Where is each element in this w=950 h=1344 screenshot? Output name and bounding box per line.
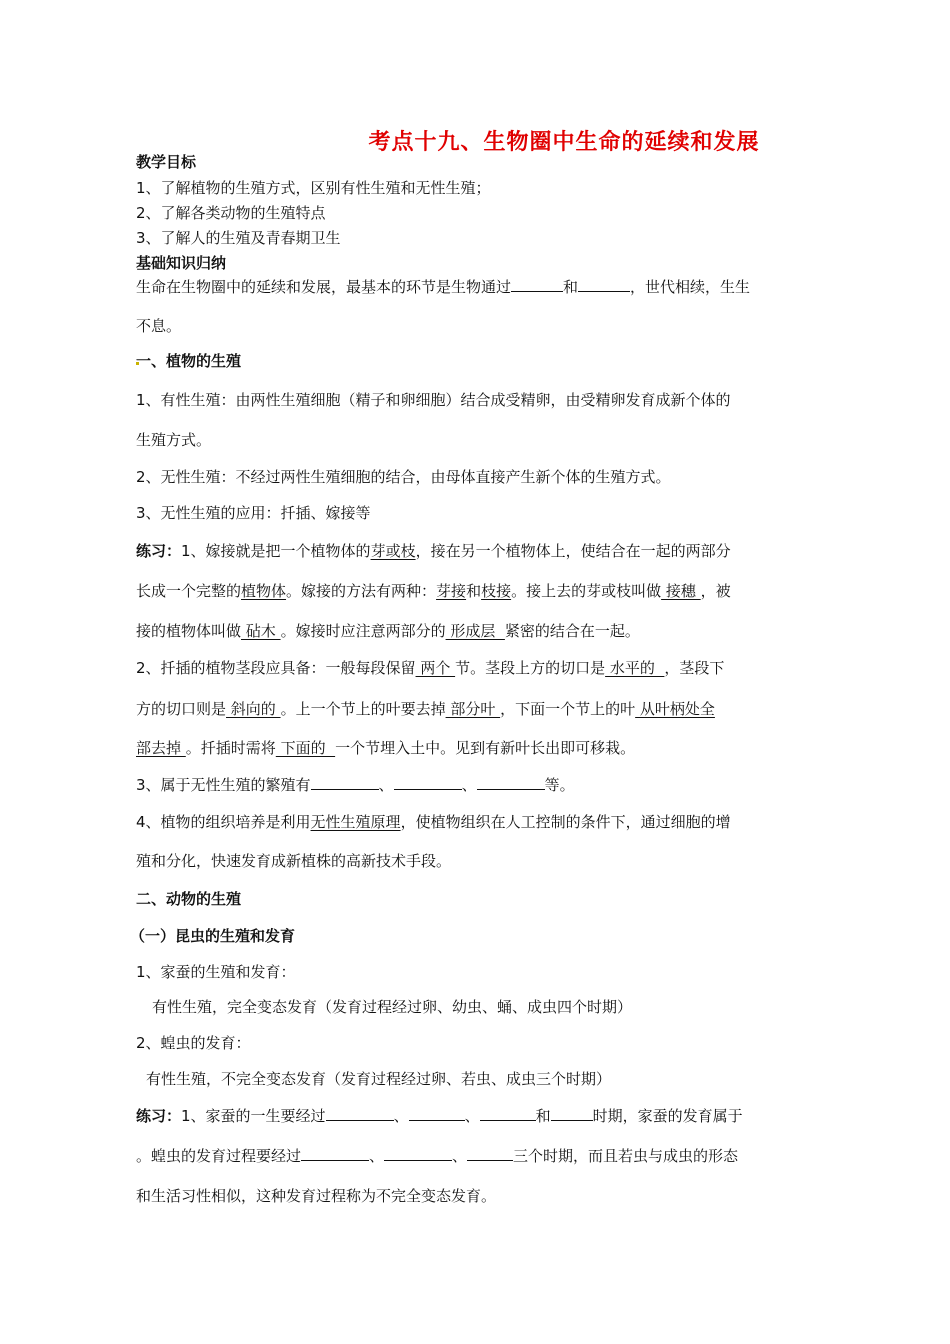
text: 接的植物体叫做 [136,622,242,640]
text: 方的切口则是 [136,700,227,718]
paragraph: 有性生殖，完全变态发育（发育过程经过卵、幼虫、蛹、成虫四个时期） [152,998,633,1016]
text: 紧密的结合在一起。 [504,622,640,640]
fill-blank [409,1106,465,1121]
answer: 枝接 [481,582,512,600]
text: 2、扦插的植物茎段应具备：一般每段保留 [136,659,416,677]
text: 和 [466,582,482,600]
intro-text: ，世代相续，生生 [630,278,751,296]
answer: 接穗 [661,582,701,600]
text: 、 [393,1107,409,1125]
paragraph: 2、无性生殖：不经过两性生殖细胞的结合，由母体直接产生新个体的生殖方式。 [136,468,671,486]
intro-line-2: 不息。 [136,317,182,335]
answer: 芽接 [436,582,467,600]
fill-blank [394,775,462,790]
exercise-line [136,775,575,795]
answer: 下面的 [275,739,336,757]
answer: 部分叶 [445,700,501,718]
basics-heading: 基础知识归纳 [136,254,227,272]
text: ，被 [700,582,731,600]
fill-blank [384,1146,452,1161]
answer: 两个 [415,659,456,677]
exercise-line [136,581,731,601]
text: 、 [369,1147,385,1165]
intro-text: 生命在生物圈中的延续和发展，最基本的环节是生物通过 [136,278,512,296]
exercise-line: 和生活习性相似，这种发育过程称为不完全变态发育。 [136,1187,497,1205]
text: ，使植物组织在人工控制的条件下，通过细胞的增 [400,813,731,831]
goal-item: 2、了解各类动物的生殖特点 [136,204,326,222]
answer: 植物体 [241,582,287,600]
fill-blank [551,1106,593,1121]
paragraph: 生殖方式。 [136,431,212,449]
fill-blank [467,1146,513,1161]
text: ，下面一个节上的叶 [500,700,636,718]
exercise-line [136,541,731,561]
text: 。蝗虫的发育过程要经过 [136,1147,302,1165]
text: 、 [452,1147,468,1165]
text: 。上一个节上的叶要去掉 [280,700,446,718]
answer: 水平的 [605,659,665,677]
text: 。嫁接的方法有两种： [286,582,437,600]
fill-blank [477,775,545,790]
exercise-line [136,699,715,719]
section-heading: 二、动物的生殖 [136,890,242,908]
fill-blank [480,1106,536,1121]
intro-text: 和 [563,278,579,296]
exercise-line [136,1106,743,1126]
text: 节。茎段上方的切口是 [455,659,606,677]
text: 、 [461,776,477,794]
paragraph: 3、无性生殖的应用：扦插、嫁接等 [136,504,371,522]
text: 1、嫁接就是把一个植物体的 [181,542,371,560]
subsection-heading: （一）昆虫的生殖和发育 [130,927,296,945]
text: 三个时期，而且若虫与成虫的形态 [513,1147,739,1165]
fill-blank [301,1146,369,1161]
exercise-line [136,738,635,758]
answer: 从叶柄处全 [635,700,715,718]
text: ，茎段下 [664,659,725,677]
answer: 形成层 [445,622,505,640]
answer: 砧木 [241,622,281,640]
fill-blank [326,1106,394,1121]
section-heading: 一、植物的生殖 [136,352,242,370]
fill-blank [578,277,630,292]
paragraph: 有性生殖，不完全变态发育（发育过程经过卵、若虫、成虫三个时期） [146,1070,612,1088]
text: 。接上去的芽或枝叫做 [511,582,662,600]
text: 、 [378,776,394,794]
paragraph: 1、家蚕的生殖和发育： [136,963,296,981]
goal-item: 1、了解植物的生殖方式，区别有性生殖和无性生殖； [136,179,491,197]
answer: 无性生殖原理 [310,813,401,831]
goals-heading: 教学目标 [136,153,197,171]
page-title: 考点十九、生物圈中生命的延续和发展 [368,130,760,155]
exercise-line: 殖和分化，快速发育成新植株的高新技术手段。 [136,852,452,870]
exercise-label: 练习： [136,1107,182,1125]
exercise-line [136,1146,738,1166]
text: 1、家蚕的一生要经过 [181,1107,326,1125]
paragraph: 1、有性生殖：由两性生殖细胞（精子和卵细胞）结合成受精卵，由受精卵发育成新个体的 [136,391,731,409]
text: 。嫁接时应注意两部分的 [280,622,446,640]
text: 一个节埋入土中。见到有新叶长出即可移栽。 [335,739,636,757]
answer: 芽或枝 [370,542,416,560]
fill-blank [311,775,379,790]
text: 等。 [544,776,575,794]
answer: 斜向的 [226,700,281,718]
answer: 部去掉 [136,739,186,757]
exercise-line [136,658,724,678]
text: 和 [535,1107,551,1125]
text: ，接在另一个植物体上，使结合在一起的两部分 [415,542,731,560]
exercise-label: 练习： [136,542,182,560]
exercise-line [136,621,640,641]
goal-item: 3、了解人的生殖及青春期卫生 [136,229,341,247]
intro-line-1 [136,277,750,297]
fill-blank [511,277,563,292]
text: 。扦插时需将 [185,739,276,757]
text: 4、植物的组织培养是利用 [136,813,311,831]
text: 时期，家蚕的发育属于 [592,1107,743,1125]
text: 3、属于无性生殖的繁殖有 [136,776,311,794]
text: 长成一个完整的 [136,582,242,600]
paragraph: 2、蝗虫的发育： [136,1034,251,1052]
text: 、 [464,1107,480,1125]
exercise-line [136,812,731,832]
